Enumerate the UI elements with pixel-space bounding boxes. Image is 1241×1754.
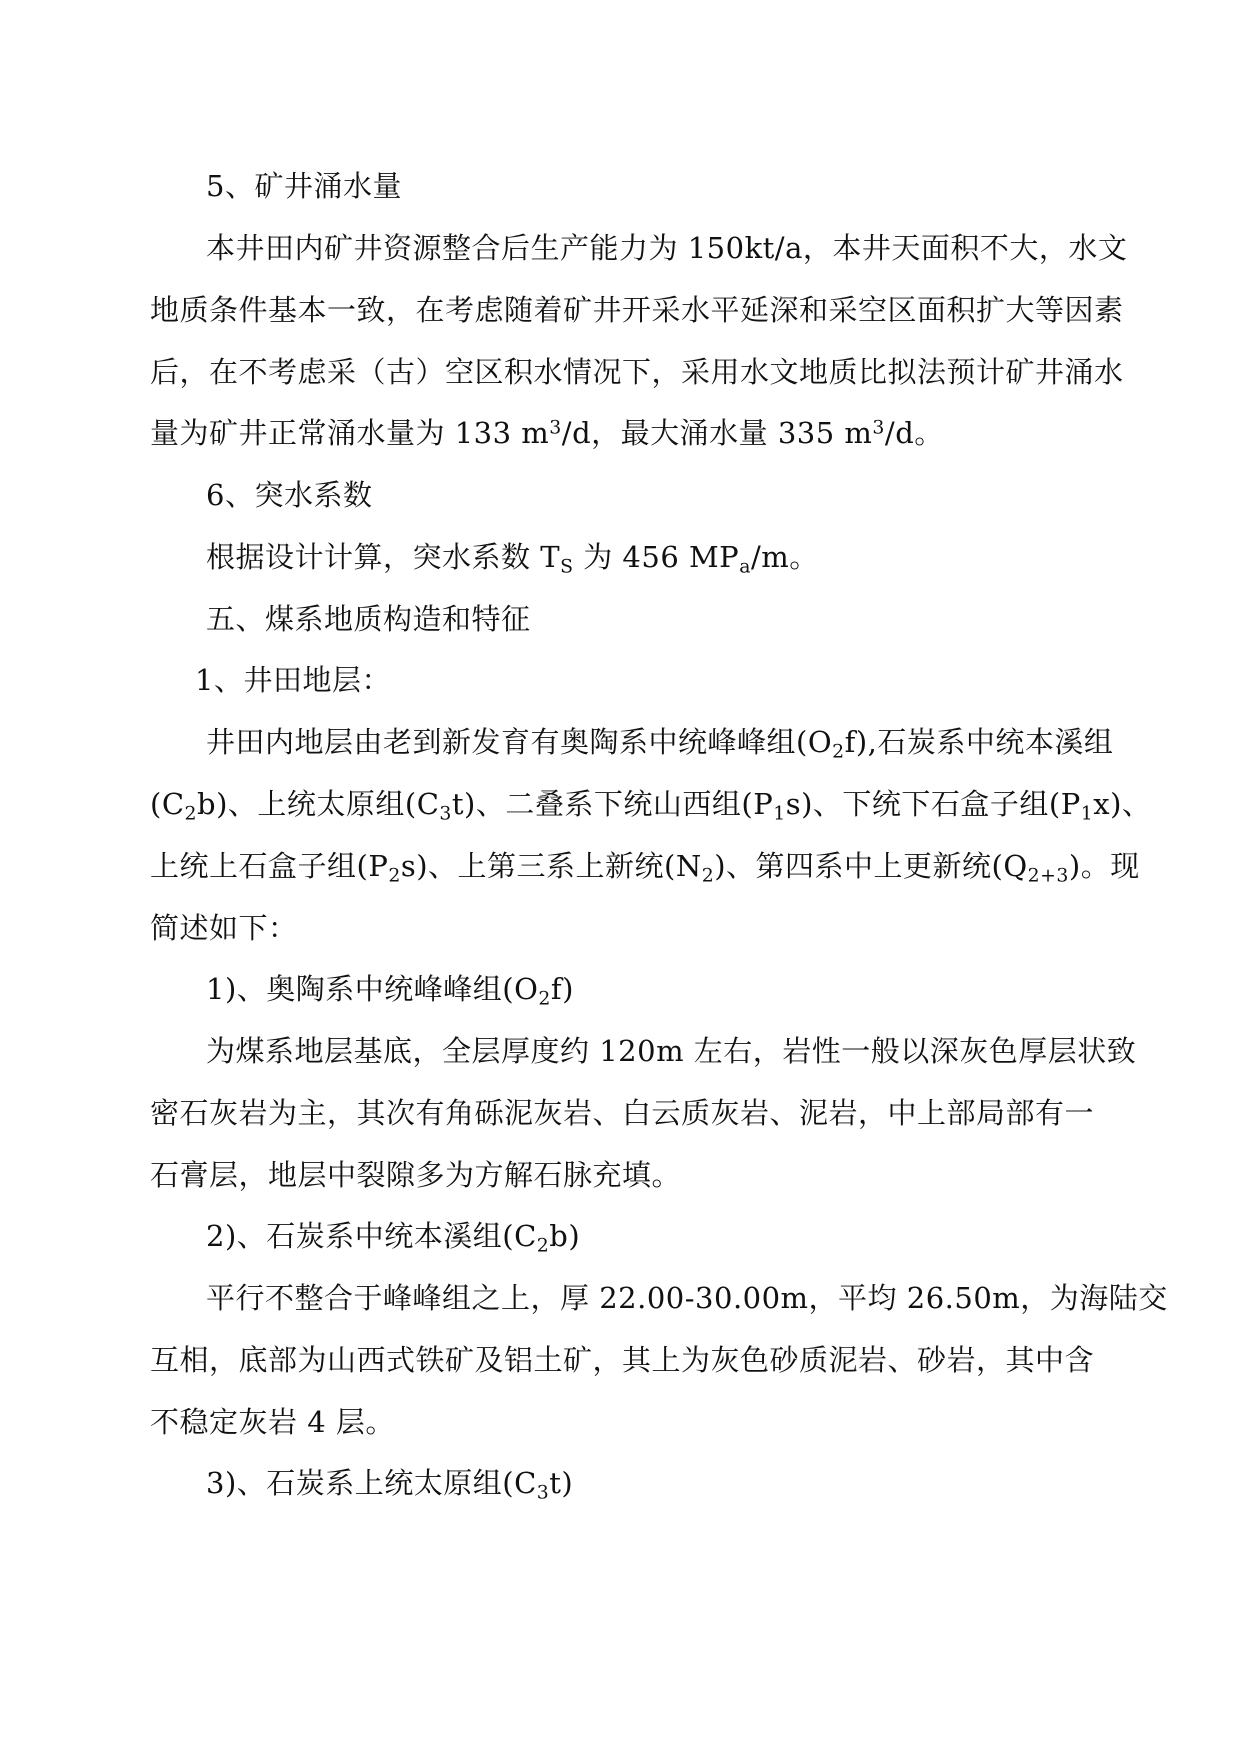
paragraph-line: 互相，底部为山西式铁矿及铝土矿，其上为灰色砂质泥岩、砂岩，其中含 <box>150 1343 1095 1377</box>
paragraph-line: 上统上石盒子组$(P_2s)$、上第三系上新统$(N_2)$、第四系中上更新统$(Q_{2+3})$。现 <box>150 849 1140 887</box>
paragraph-line: 平行不整合于峰峰组之上，厚 22.00-30.00m，平均 26.50m，为海陆交 <box>206 1281 1168 1315</box>
paragraph-line: 后，在不考虑采（古）空区积水情况下，采用水文地质比拟法预计矿井涌水 <box>150 355 1124 389</box>
section-heading-mine-water-inflow: 5、矿井涌水量 <box>206 169 402 203</box>
heading-fengfeng-formation: 1)、奥陶系中统峰峰组$(O_2f)$ <box>206 972 574 1010</box>
heading-taiyuan-formation: 3)、石炭系上统太原组$(C_3t)$ <box>206 1466 574 1504</box>
paragraph-line: 根据设计计算，突水系数 $T_S$ 为 456 $MP_a/m$。 <box>206 540 819 578</box>
paragraph-line: 简述如下： <box>150 911 298 945</box>
paragraph-line: $(C_2b)$、上统太原组$(C_3t)$、二叠系下统山西组$(P_1s)$、下统下石盒子组$(P_1x)$、 <box>150 787 1152 825</box>
paragraph-line: 不稳定灰岩 4 层。 <box>150 1405 395 1439</box>
heading-benxi-formation: 2)、石炭系中统本溪组$(C_2b)$ <box>206 1219 581 1257</box>
paragraph-line: 井田内地层由老到新发育有奥陶系中统峰峰组$(O_2f)$,石炭系中统本溪组 <box>206 725 1114 763</box>
paragraph-line: 本井田内矿井资源整合后生产能力为 150kt/a，本井天面积不大，水文 <box>206 231 1128 265</box>
subsection-heading-strata: 1、井田地层： <box>195 663 391 697</box>
paragraph-line: 密石灰岩为主，其次有角砾泥灰岩、白云质灰岩、泥岩，中上部局部有一 <box>150 1096 1095 1130</box>
section-heading-water-inrush-coefficient: 6、突水系数 <box>206 478 373 512</box>
paragraph-line: 为煤系地层基底，全层厚度约 120m 左右，岩性一般以深灰色厚层状致 <box>206 1034 1137 1068</box>
paragraph-line: 量为矿井正常涌水量为 133 $m^3/d$，最大涌水量 335 $m^3/d$。 <box>150 416 944 450</box>
section-heading-coal-geology: 五、煤系地质构造和特征 <box>206 602 531 636</box>
paragraph-line: 石膏层，地层中裂隙多为方解石脉充填。 <box>150 1158 682 1192</box>
paragraph-line: 地质条件基本一致，在考虑随着矿井开采水平延深和采空区面积扩大等因素 <box>150 293 1124 327</box>
